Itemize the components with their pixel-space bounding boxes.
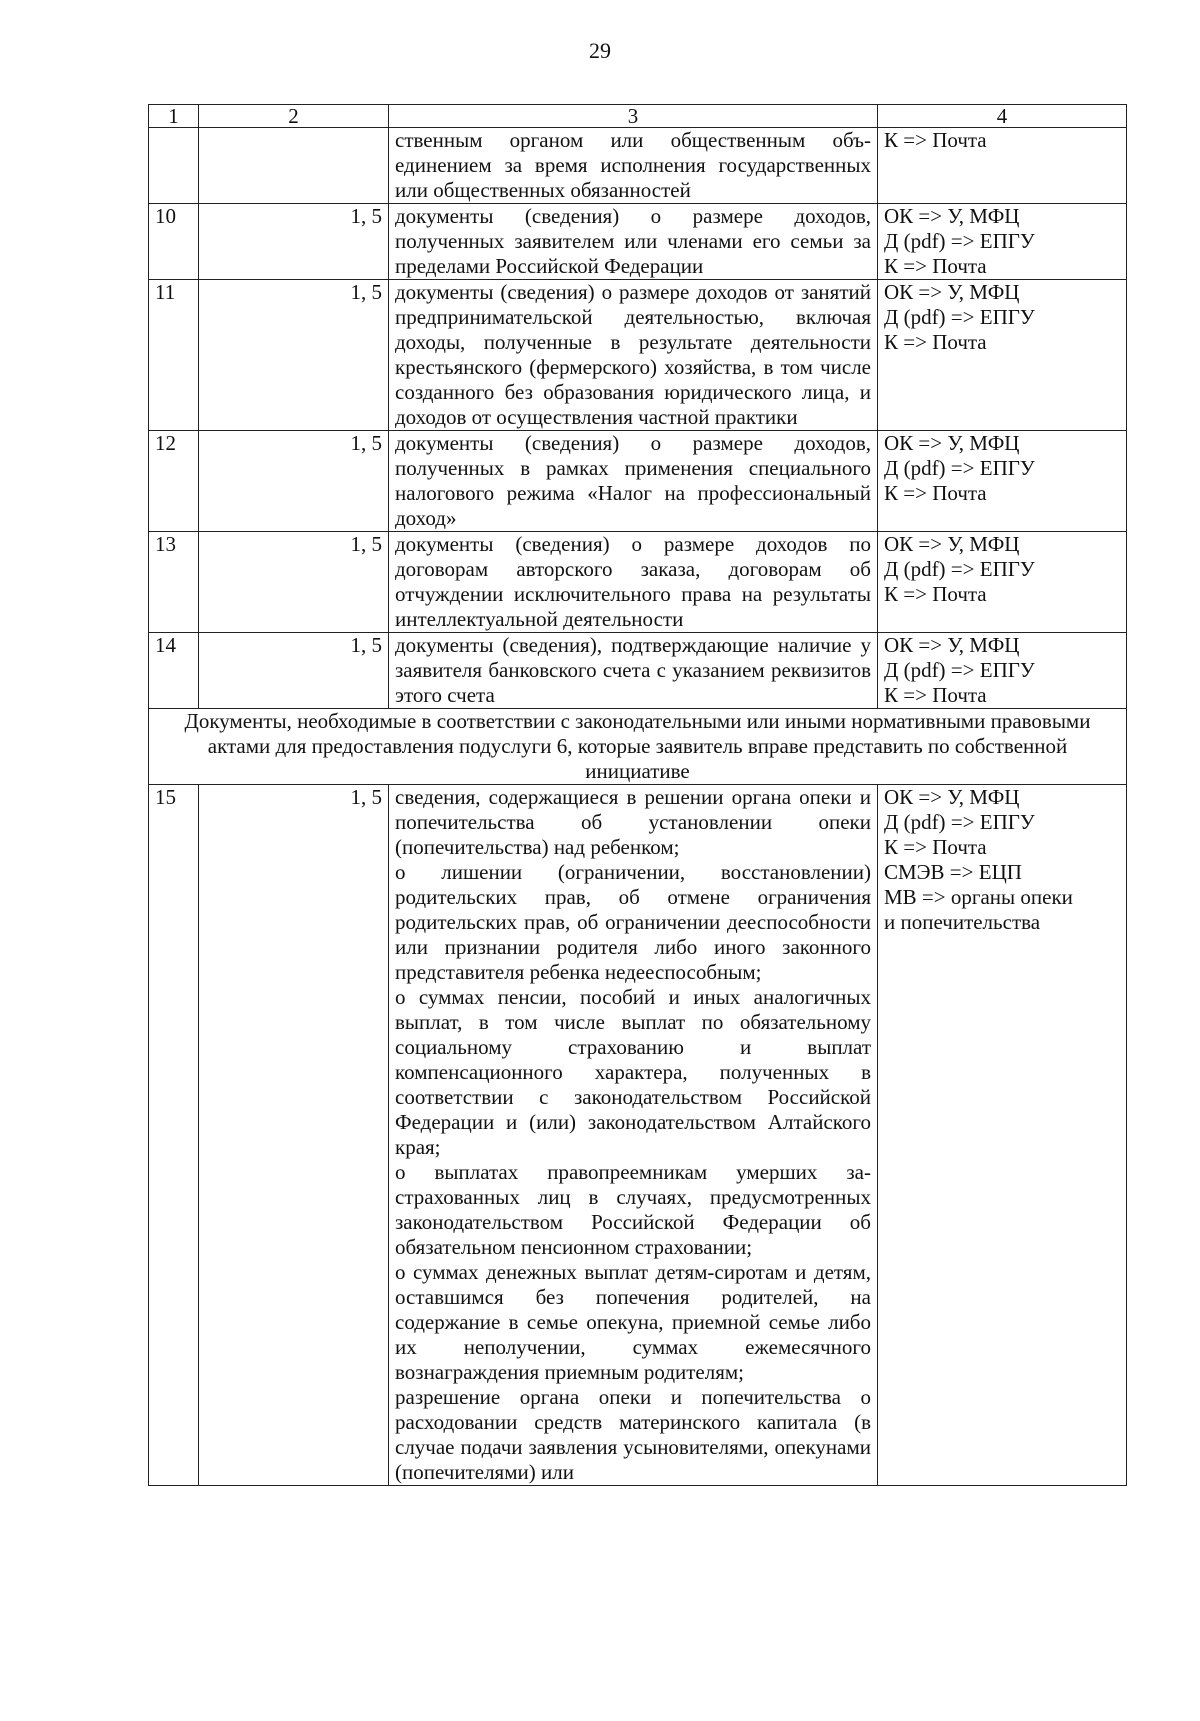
table-row bbox=[149, 204, 1127, 280]
row-description bbox=[389, 785, 878, 1486]
header-col-3: 3 bbox=[389, 105, 878, 128]
delivery-method: ОК => У, МФЦ bbox=[884, 532, 1020, 556]
section-heading: Документы, необходимые в соответствии с законодательными или иными нормативными правовыми актами для предоставления подуслуги 6, которые заявитель вправе представить по собственной инициативе bbox=[149, 709, 1127, 785]
description-paragraph: документы (сведения) о размере доходов, полученных в рамках применения специального налогового режима «Налог на профессиональный доход» bbox=[395, 431, 871, 530]
delivery-method: и попечительства bbox=[884, 910, 1041, 934]
delivery-method: К => Почта bbox=[884, 330, 987, 354]
delivery-method: Д (pdf) => ЕПГУ bbox=[884, 456, 1035, 480]
row-number: 12 bbox=[149, 431, 199, 532]
delivery-method: ОК => У, МФЦ bbox=[884, 280, 1020, 304]
header-col-2: 2 bbox=[199, 105, 389, 128]
row-delivery-methods bbox=[878, 633, 1127, 709]
row-number: 13 bbox=[149, 532, 199, 633]
delivery-method: Д (pdf) => ЕПГУ bbox=[884, 810, 1035, 834]
row-number: 14 bbox=[149, 633, 199, 709]
delivery-method: К => Почта bbox=[884, 128, 987, 152]
description-paragraph: сведения, содержащиеся в решении органа опеки и попечительства об установлении опеки (попечительства) над ребенком; bbox=[395, 785, 871, 859]
delivery-method: ОК => У, МФЦ bbox=[884, 785, 1020, 809]
description-paragraph: о выплатах правопреемникам умерших застрахованных лиц в случаях, предусмотренных законодательством Российской Федерации об обязательном пенсионном страховании; bbox=[395, 1160, 871, 1259]
row-number: 10 bbox=[149, 204, 199, 280]
row-description bbox=[389, 128, 878, 204]
table-row bbox=[149, 532, 1127, 633]
row-reference: 1, 5 bbox=[199, 532, 389, 633]
delivery-method: ОК => У, МФЦ bbox=[884, 431, 1020, 455]
delivery-method: МВ => органы опеки bbox=[884, 885, 1073, 909]
description-paragraph: документы (сведения) о размере доходов, полученных заявителем или членами его семьи за пределами Российской Федерации bbox=[395, 204, 871, 278]
row-reference: 1, 5 bbox=[199, 280, 389, 431]
delivery-method: Д (pdf) => ЕПГУ bbox=[884, 557, 1035, 581]
delivery-method: К => Почта bbox=[884, 835, 987, 859]
page-number: 29 bbox=[589, 38, 611, 63]
table-header-row bbox=[149, 105, 1127, 128]
description-paragraph: документы (сведения), подтверждающие наличие у заявителя банковского счета с указанием реквизитов этого счета bbox=[395, 633, 871, 707]
delivery-method: СМЭВ => ЕЦП bbox=[884, 860, 1022, 884]
header-col-4: 4 bbox=[878, 105, 1127, 128]
section-heading-row bbox=[149, 709, 1127, 785]
table-row bbox=[149, 431, 1127, 532]
delivery-method: К => Почта bbox=[884, 683, 987, 707]
description-paragraph: о суммах пенсии, пособий и иных аналогичных выплат, в том числе выплат по обязательному социальному страхованию и выплат компенсационного характера, полученных в соответствии с законодательством Российской Федерации и (или) законодательством Алтайского края; bbox=[395, 985, 871, 1159]
row-description bbox=[389, 633, 878, 709]
header-col-1: 1 bbox=[149, 105, 199, 128]
delivery-method: К => Почта bbox=[884, 582, 987, 606]
description-paragraph: ственным органом или общественным объединением за время исполнения государственных или общественных обязанностей bbox=[395, 128, 871, 202]
delivery-method: ОК => У, МФЦ bbox=[884, 204, 1020, 228]
row-reference: 1, 5 bbox=[199, 633, 389, 709]
row-description bbox=[389, 280, 878, 431]
row-number: 11 bbox=[149, 280, 199, 431]
delivery-method: Д (pdf) => ЕПГУ bbox=[884, 229, 1035, 253]
delivery-method: Д (pdf) => ЕПГУ bbox=[884, 658, 1035, 682]
row-number bbox=[149, 128, 199, 204]
row-delivery-methods bbox=[878, 204, 1127, 280]
delivery-method: Д (pdf) => ЕПГУ bbox=[884, 305, 1035, 329]
row-reference bbox=[199, 128, 389, 204]
table-row bbox=[149, 280, 1127, 431]
delivery-method: ОК => У, МФЦ bbox=[884, 633, 1020, 657]
row-description bbox=[389, 431, 878, 532]
row-delivery-methods bbox=[878, 431, 1127, 532]
description-paragraph: документы (сведения) о размере доходов от занятий предпринимательской деятельностью, включая доходы, полученные в результате деятельности крестьянского (фермерского) хозяйства, в том числе созданного без образования юридического лица, и доходов от осуществления частной практики bbox=[395, 280, 871, 429]
row-description bbox=[389, 204, 878, 280]
row-reference: 1, 5 bbox=[199, 204, 389, 280]
table-row bbox=[149, 633, 1127, 709]
row-number: 15 bbox=[149, 785, 199, 1486]
description-paragraph: документы (сведения) о размере доходов по договорам авторского заказа, договорам об отчуждении исключительного права на результаты интеллектуальной деятельности bbox=[395, 532, 871, 631]
row-reference: 1, 5 bbox=[199, 431, 389, 532]
table-row bbox=[149, 785, 1127, 1486]
documents-table bbox=[148, 104, 1127, 1486]
row-delivery-methods bbox=[878, 532, 1127, 633]
row-description bbox=[389, 532, 878, 633]
row-delivery-methods bbox=[878, 785, 1127, 1486]
table-row-continuation bbox=[149, 128, 1127, 204]
description-paragraph: о суммах денежных выплат детям-сиротам и детям, оставшимся без попечения родителей, на содержание в семье опекуна, приемной семье либо их неполучении, суммах ежемесячного вознаграждения приемным родителям; bbox=[395, 1260, 871, 1384]
row-delivery-methods bbox=[878, 128, 1127, 204]
delivery-method: К => Почта bbox=[884, 481, 987, 505]
row-delivery-methods bbox=[878, 280, 1127, 431]
delivery-method: К => Почта bbox=[884, 254, 987, 278]
row-reference: 1, 5 bbox=[199, 785, 389, 1486]
description-paragraph: разрешение органа опеки и попечительства о расходовании средств материнского капитала (в случае подачи заявления усыновителями, опекунами (попечителями) или bbox=[395, 1385, 871, 1484]
description-paragraph: о лишении (ограничении, восстановлении) родительских прав, об отмене ограничения родительских прав, об ограничении дееспособности или признании родителя либо иного законного представителя ребенка недееспособным; bbox=[395, 860, 871, 984]
